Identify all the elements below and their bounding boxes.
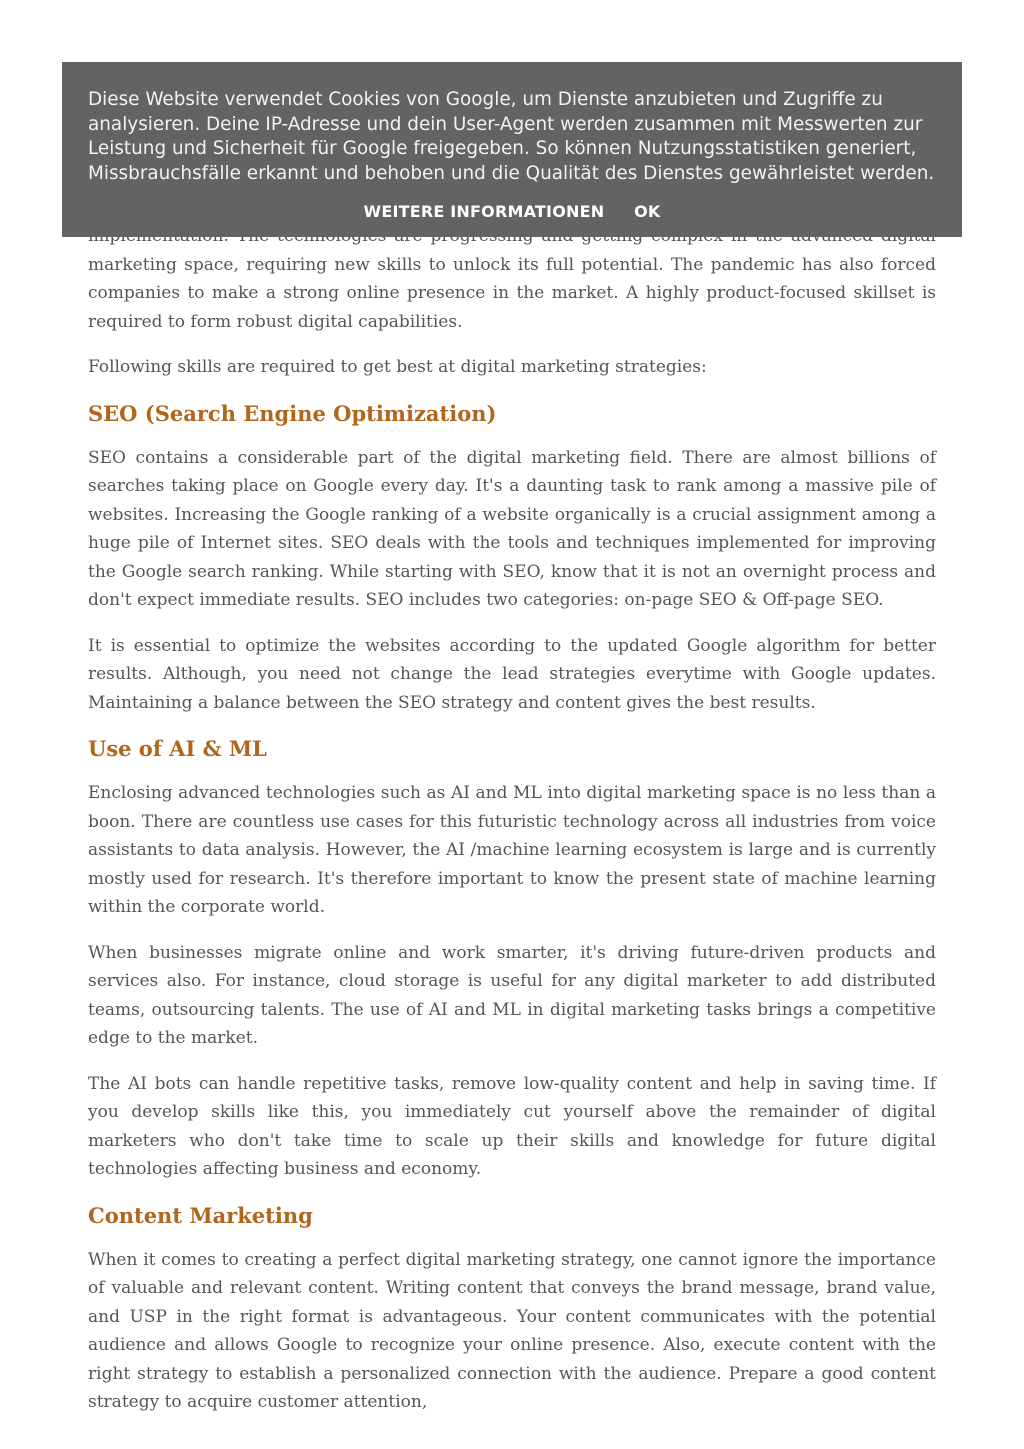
ai-ml-paragraph: When businesses migrate online and work smarter, it's driving future-driven products and services also. For instance, cloud storage is useful for any digital marketer to add distributed teams, outsourcing talents. The use of AI and ML in digital marketing tasks brings a competitive edge to the market. [88,942,936,1048]
skills-intro-paragraph: Following skills are required to get best at digital marketing strategies: [88,357,707,377]
ai-ml-paragraph: The AI bots can handle repetitive tasks, remove low-quality content and help in saving time. If you develop skills like this, you immediately cut yourself above the remainder of digital marketers who don't take time to scale up their skills and knowledge for future digital technologies affecting business and economy. [88,1073,936,1179]
article-body [88,222,936,1434]
section-heading-ai-ml: Use of AI & ML [88,736,267,761]
ok-button[interactable]: OK [634,202,661,221]
ai-ml-paragraph: Enclosing advanced technologies such as AI and ML into digital marketing space is no less than a boon. There are countless use cases for this futuristic technology across all industries from voice assistants to data analysis. However, the AI /machine learning ecosystem is large and is currently mostly used for research. It's therefore important to know the present state of machine learning within the corporate world. [88,783,936,917]
section-heading-content-marketing: Content Marketing [88,1202,313,1228]
more-info-link[interactable]: WEITERE INFORMATIONEN [363,202,605,221]
content-marketing-paragraph: When it comes to creating a perfect digital marketing strategy, one cannot ignore the importance of valuable and relevant content. Writing content that conveys the brand message, brand value, and USP in the right format is advantageous. Your content communicates with the potential audience and allows Google to recognize your online presence. Also, execute content with the right strategy to establish a personalized connection with the audience. Prepare a good content strategy to acquire customer attention, [88,1249,936,1412]
intro-paragraph: marketing space, requiring new skills to unlock its full potential. The pandemic has also forced companies to make a strong online presence in the market. A highly product-focused skillset is required to form robust digital capabilities. [88,254,936,332]
seo-paragraph: It is essential to optimize the websites according to the updated Google algorithm for better results. Although, you need not change the lead strategies everytime with Google updates. Maintaining a balance between the SEO strategy and content gives the best results. [88,635,936,713]
cookie-consent-banner [62,62,962,237]
cookie-actions [62,202,962,221]
cookie-message: Diese Website verwendet Cookies von Google, um Dienste anzubieten und Zugriffe zu analysieren. Deine IP-Adresse und dein User-Agent werden zusammen mit Messwerten zur Leistung und Sicherheit für Google freigegeben. So können Nutzungsstatistiken generiert, Missbrauchsfälle erkannt und behoben und die Qualität des Dienstes gewährleistet werden. [88,89,935,184]
seo-paragraph: SEO contains a considerable part of the digital marketing field. There are almost billions of searches taking place on Google every day. It's a daunting task to rank among a massive pile of websites. Increasing the Google ranking of a website organically is a crucial assignment among a huge pile of Internet sites. SEO deals with the tools and techniques implemented for improving the Google search ranking. While starting with SEO, know that it is not an overnight process and don't expect immediate results. SEO includes two categories: on-page SEO & Off-page SEO. [88,447,936,610]
section-heading-seo: SEO (Search Engine Optimization) [88,400,497,426]
